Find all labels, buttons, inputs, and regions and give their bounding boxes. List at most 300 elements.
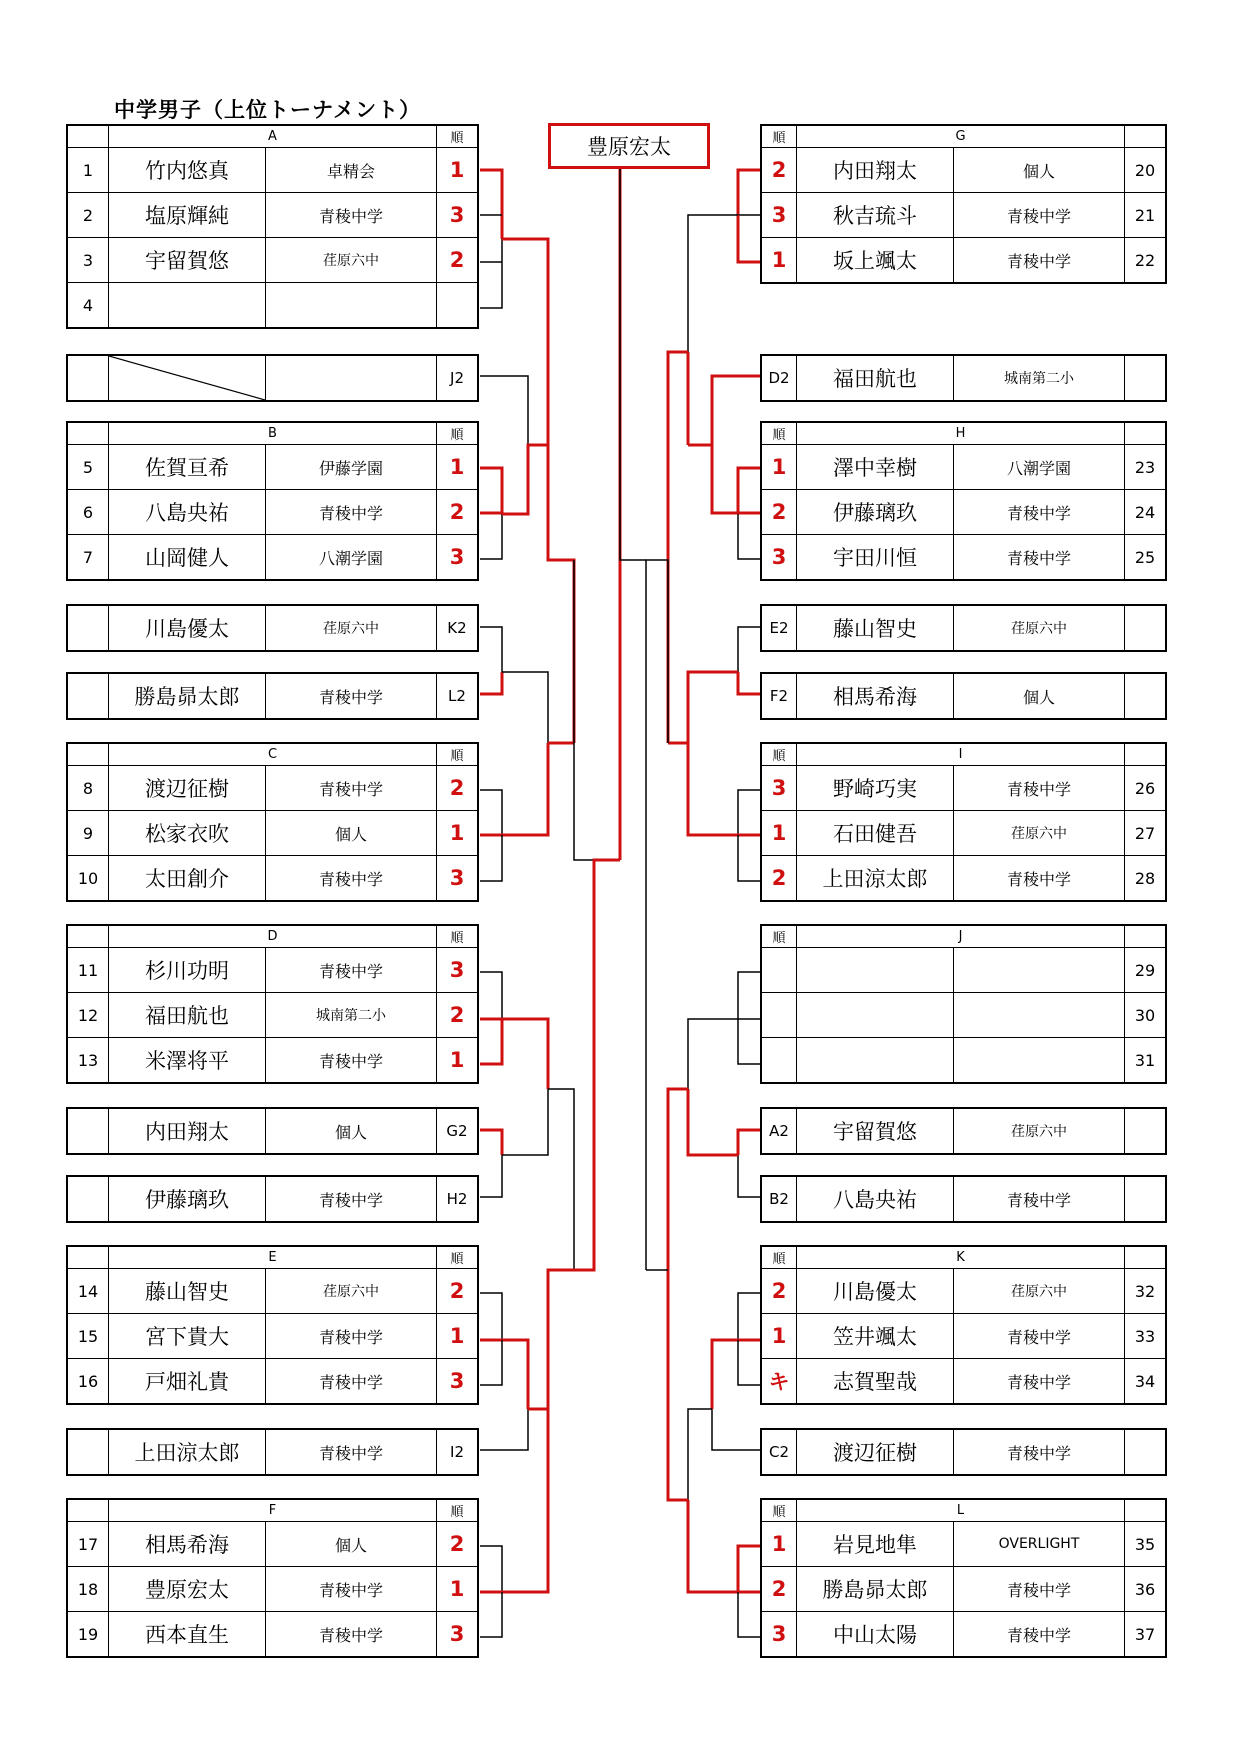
player-number: 31 [1125,1038,1167,1084]
group-label: A [109,125,437,148]
player-name: 笠井颯太 [797,1314,954,1359]
right-block-J [760,924,1167,1084]
player-name: 勝島昴太郎 [797,1567,954,1612]
group-label: H [797,422,1125,445]
player-name: 内田翔太 [109,1108,266,1154]
bracket-line [502,1019,548,1089]
bracket-line [712,445,760,513]
player-number: 30 [1125,993,1167,1038]
player-club: 青稜中学 [266,1359,437,1405]
rank-header: 順 [437,1246,479,1269]
player-name: 藤山智史 [109,1269,266,1314]
bracket-line [480,1340,528,1409]
bracket-line [480,972,502,1019]
player-club: 卓精会 [266,148,437,193]
bracket-line [480,1592,502,1637]
bracket-line [502,672,548,743]
bracket-line [738,1155,760,1197]
group-label: B [109,422,437,445]
left-block-D [66,924,479,1084]
bracket-line [688,215,738,352]
bracket-line [738,1019,760,1064]
bracket-line [480,1155,502,1197]
bracket-line [738,468,760,514]
player-number: 10 [67,856,109,902]
player-name: 宮下貴大 [109,1314,266,1359]
player-number: 28 [1125,856,1167,902]
bracket-line [548,1270,574,1500]
bracket-line [738,835,760,881]
player-row [67,1038,478,1084]
player-row [761,238,1166,284]
player-number [67,605,109,651]
player-name [109,283,266,329]
bracket-line [738,170,760,215]
player-rank [437,283,479,329]
no-header [1125,925,1167,948]
player-number [67,1108,109,1154]
player-name: 渡辺征樹 [109,766,266,811]
player-name: 宇留賀悠 [797,1108,954,1154]
player-row [761,193,1166,238]
player-rank: 3 [437,1359,479,1405]
group-label: C [109,743,437,766]
player-rank: 2 [437,490,479,535]
player-number: 4 [67,283,109,329]
player-number: 27 [1125,811,1167,856]
right-entry-C2 [760,1428,1167,1476]
player-rank: 3 [437,948,479,993]
bracket-line [548,352,574,743]
player-rank: 2 [437,1522,479,1567]
player-club: 青稜中学 [266,948,437,993]
left-block-B [66,421,479,581]
player-rank: 3 [437,535,479,581]
player-club: 八潮学園 [954,445,1125,490]
player-rank: 1 [761,1314,797,1359]
player-name [797,1038,954,1084]
bracket-line [712,1340,760,1409]
player-rank: 1 [761,1522,797,1567]
player-rank: 2 [761,1269,797,1314]
rank-header: 順 [437,125,479,148]
player-name: 佐賀亘希 [109,445,266,490]
player-name: 藤山智史 [797,605,954,651]
player-number: 29 [1125,948,1167,993]
player-name: 八島央祐 [797,1176,954,1222]
bracket-line [688,672,738,743]
bracket-line [480,835,502,881]
player-club: 荏原六中 [266,1269,437,1314]
group-label: F [109,1499,437,1522]
player-number: 1 [67,148,109,193]
player-rank: 2 [761,148,797,193]
player-name: 中山太陽 [797,1612,954,1658]
seed-ref: E2 [761,605,797,651]
player-club: 青稜中学 [266,1038,437,1084]
player-name: 竹内悠真 [109,148,266,193]
bracket-line [548,1089,574,1270]
player-name: 伊藤璃玖 [797,490,954,535]
bracket-line [502,1089,548,1155]
no-header [67,743,109,766]
player-name: 山岡健人 [109,535,266,581]
left-entry-G2 [66,1107,479,1155]
seed-ref: C2 [761,1429,797,1475]
player-club: 青稜中学 [266,856,437,902]
bracket-line [480,1293,502,1340]
player-club: 城南第二小 [954,355,1125,401]
player-number: 15 [67,1314,109,1359]
player-name: 坂上颯太 [797,238,954,284]
player-club: 荏原六中 [954,605,1125,651]
bracket-line [688,1089,738,1155]
player-number: 12 [67,993,109,1038]
bracket-line [620,169,646,560]
page-title: 中学男子（上位トーナメント） [114,98,422,122]
player-row [67,1269,478,1314]
right-block-G [760,124,1167,284]
bracket-line [480,170,502,239]
bracket-line [738,1546,760,1592]
player-row [67,1314,478,1359]
player-number: 24 [1125,490,1167,535]
player-club: 個人 [266,811,437,856]
player-club: 青稜中学 [954,238,1125,284]
player-name: 渡辺征樹 [797,1429,954,1475]
bracket-line [738,1293,760,1340]
player-rank: 2 [761,1567,797,1612]
group-label: I [797,743,1125,766]
bracket-line [480,743,548,835]
player-number: 26 [1125,766,1167,811]
bracket-line [480,376,528,445]
no-header [1125,1246,1167,1269]
player-row [67,148,478,193]
rank-header: 順 [437,925,479,948]
left-block-C [66,742,479,902]
player-name: 松家衣吹 [109,811,266,856]
player-number: 17 [67,1522,109,1567]
player-row [67,811,478,856]
rank-header: 順 [761,125,797,148]
player-number: 20 [1125,148,1167,193]
no-header [1125,1499,1167,1522]
rank-header: 順 [761,743,797,766]
player-row [67,1522,478,1567]
player-number: 14 [67,1269,109,1314]
bracket-line [480,1019,502,1064]
player-rank: 3 [761,193,797,238]
left-entry-J2 [66,354,479,402]
bracket-line [738,1130,760,1155]
player-row [761,1038,1166,1084]
player-club: 荏原六中 [266,238,437,283]
player-rank: 1 [437,445,479,490]
player-row [761,148,1166,193]
bracket-line [712,1409,760,1450]
player-rank: 1 [437,148,479,193]
no-header [67,422,109,445]
player-name: 福田航也 [109,993,266,1038]
player-club: 青稜中学 [266,766,437,811]
player-number: 35 [1125,1522,1167,1567]
player-rank: 1 [761,811,797,856]
no-header [1125,743,1167,766]
no-header [1125,422,1167,445]
player-row [761,811,1166,856]
bracket-line [480,672,502,694]
player-club [954,948,1125,993]
player-name: 石田健吾 [797,811,954,856]
player-club: 個人 [954,673,1125,719]
player-club: 青稜中学 [266,1176,437,1222]
group-label: K [797,1246,1125,1269]
player-name: 塩原輝純 [109,193,266,238]
seed-ref: F2 [761,673,797,719]
player-row [761,1612,1166,1658]
player-rank: 1 [437,811,479,856]
player-club [954,1038,1125,1084]
player-number: 19 [67,1612,109,1658]
rank-header: 順 [761,1499,797,1522]
player-number: 16 [67,1359,109,1405]
player-rank: 3 [437,193,479,238]
left-block-E [66,1245,479,1405]
bracket-line [574,860,620,1270]
player-number [67,1429,109,1475]
player-club: 青稜中学 [954,1176,1125,1222]
player-club: 城南第二小 [266,993,437,1038]
champion-box: 豊原宏太 [548,123,710,169]
seed-ref: B2 [761,1176,797,1222]
player-name: 宇田川恒 [797,535,954,581]
player-rank: 2 [761,856,797,902]
player-club: 個人 [266,1108,437,1154]
player-number [1125,1176,1167,1222]
player-rank: 2 [761,490,797,535]
player-number: 23 [1125,445,1167,490]
bracket-line [668,1270,688,1500]
player-rank: 1 [437,1567,479,1612]
bracket-line [480,468,502,514]
player-number [1125,673,1167,719]
rank-header: 順 [761,1246,797,1269]
no-header [67,1246,109,1269]
player-name: 戸畑礼貴 [109,1359,266,1405]
player-name: 内田翔太 [797,148,954,193]
rank-header: 順 [437,1499,479,1522]
player-row [67,283,478,329]
right-entry-E2 [760,604,1167,652]
player-number [1125,605,1167,651]
player-row [67,1359,478,1405]
player-name: 太田創介 [109,856,266,902]
bracket-line [688,1019,738,1089]
player-row [761,856,1166,902]
player-number: 8 [67,766,109,811]
player-name: 西本直生 [109,1612,266,1658]
bracket-line [574,560,620,860]
player-club [266,355,437,401]
player-row [761,1314,1166,1359]
bracket-line [738,790,760,835]
player-number: 6 [67,490,109,535]
player-club: 伊藤学園 [266,445,437,490]
right-block-I [760,742,1167,902]
right-entry-B2 [760,1175,1167,1223]
player-row [761,445,1166,490]
player-club: 青稜中学 [954,535,1125,581]
player-club: 青稜中学 [266,1314,437,1359]
player-number: 25 [1125,535,1167,581]
player-rank: 3 [761,766,797,811]
seed-ref: A2 [761,1108,797,1154]
player-rank: 3 [437,856,479,902]
player-rank [761,948,797,993]
player-row [67,1612,478,1658]
player-name [109,355,266,401]
bracket-line [738,514,760,559]
bracket-line [480,790,502,835]
player-number: 9 [67,811,109,856]
player-club: 青稜中学 [954,1429,1125,1475]
bracket-line [480,1546,502,1592]
bracket-line [480,239,502,308]
left-entry-K2 [66,604,479,652]
seed-ref: J2 [437,355,479,401]
player-club: 荏原六中 [954,811,1125,856]
left-entry-L2 [66,672,479,720]
player-number: 5 [67,445,109,490]
bracket-line [738,972,760,1019]
player-number: 7 [67,535,109,581]
player-club: 青稜中学 [266,490,437,535]
player-number [67,1176,109,1222]
player-club: 個人 [954,148,1125,193]
right-block-H [760,421,1167,581]
player-name: 澤中幸樹 [797,445,954,490]
player-club: 荏原六中 [266,605,437,651]
player-row [761,993,1166,1038]
player-name: 八島央祐 [109,490,266,535]
bracket-line [480,627,502,672]
player-rank [761,993,797,1038]
player-row [761,1359,1166,1405]
bracket-line [688,743,760,835]
left-entry-H2 [66,1175,479,1223]
player-name: 上田涼太郎 [109,1429,266,1475]
player-name: 豊原宏太 [109,1567,266,1612]
player-club: 荏原六中 [954,1269,1125,1314]
player-club: 青稜中学 [954,1567,1125,1612]
player-rank: 3 [437,1612,479,1658]
player-name: 川島優太 [797,1269,954,1314]
player-row [67,766,478,811]
player-number [67,355,109,401]
rank-header: 順 [761,925,797,948]
player-row [67,445,478,490]
bracket-line [528,1409,548,1500]
player-number [67,673,109,719]
player-club: 青稜中学 [266,673,437,719]
player-club: OVERLIGHT [954,1522,1125,1567]
player-rank: 3 [761,1612,797,1658]
group-label: J [797,925,1125,948]
player-rank: 1 [437,1038,479,1084]
player-number [1125,355,1167,401]
player-rank: キ [761,1359,797,1405]
rank-header: 順 [437,743,479,766]
player-row [67,238,478,283]
no-header [67,925,109,948]
bracket-line [738,215,760,262]
player-name: 杉川功明 [109,948,266,993]
bracket-line [738,627,760,672]
player-number: 34 [1125,1359,1167,1405]
player-club: 青稜中学 [954,193,1125,238]
player-rank: 2 [437,993,479,1038]
player-number: 36 [1125,1567,1167,1612]
player-club: 青稜中学 [266,1429,437,1475]
player-row [67,856,478,902]
right-entry-F2 [760,672,1167,720]
player-row [761,1269,1166,1314]
seed-ref: G2 [437,1108,479,1154]
player-row [67,193,478,238]
player-name: 相馬希海 [109,1522,266,1567]
player-name: 秋吉琉斗 [797,193,954,238]
player-name: 福田航也 [797,355,954,401]
player-name: 志賀聖哉 [797,1359,954,1405]
player-row [761,535,1166,581]
player-rank: 1 [761,238,797,284]
player-row [761,766,1166,811]
player-club: 荏原六中 [954,1108,1125,1154]
player-number: 18 [67,1567,109,1612]
bracket-line [668,1089,688,1270]
player-club: 青稜中学 [954,856,1125,902]
player-number: 3 [67,238,109,283]
rank-header: 順 [761,422,797,445]
right-block-L [760,1498,1167,1658]
player-club: 青稜中学 [954,1314,1125,1359]
no-header [1125,125,1167,148]
player-name: 川島優太 [109,605,266,651]
seed-ref: H2 [437,1176,479,1222]
seed-ref: I2 [437,1429,479,1475]
player-row [67,535,478,581]
player-name: 上田涼太郎 [797,856,954,902]
bracket-line [668,352,688,743]
player-name: 野崎巧実 [797,766,954,811]
player-club: 青稜中学 [954,1359,1125,1405]
player-name: 伊藤璃玖 [109,1176,266,1222]
player-row [761,1567,1166,1612]
bracket-line [738,1592,760,1637]
player-club [954,993,1125,1038]
player-rank: 2 [437,238,479,283]
player-rank: 1 [437,1314,479,1359]
bracket-line [480,514,502,559]
right-entry-A2 [760,1107,1167,1155]
player-club: 青稜中学 [266,1567,437,1612]
player-row [761,1522,1166,1567]
player-number: 37 [1125,1612,1167,1658]
player-number [1125,1429,1167,1475]
bracket-line [738,1340,760,1385]
player-row [67,1567,478,1612]
